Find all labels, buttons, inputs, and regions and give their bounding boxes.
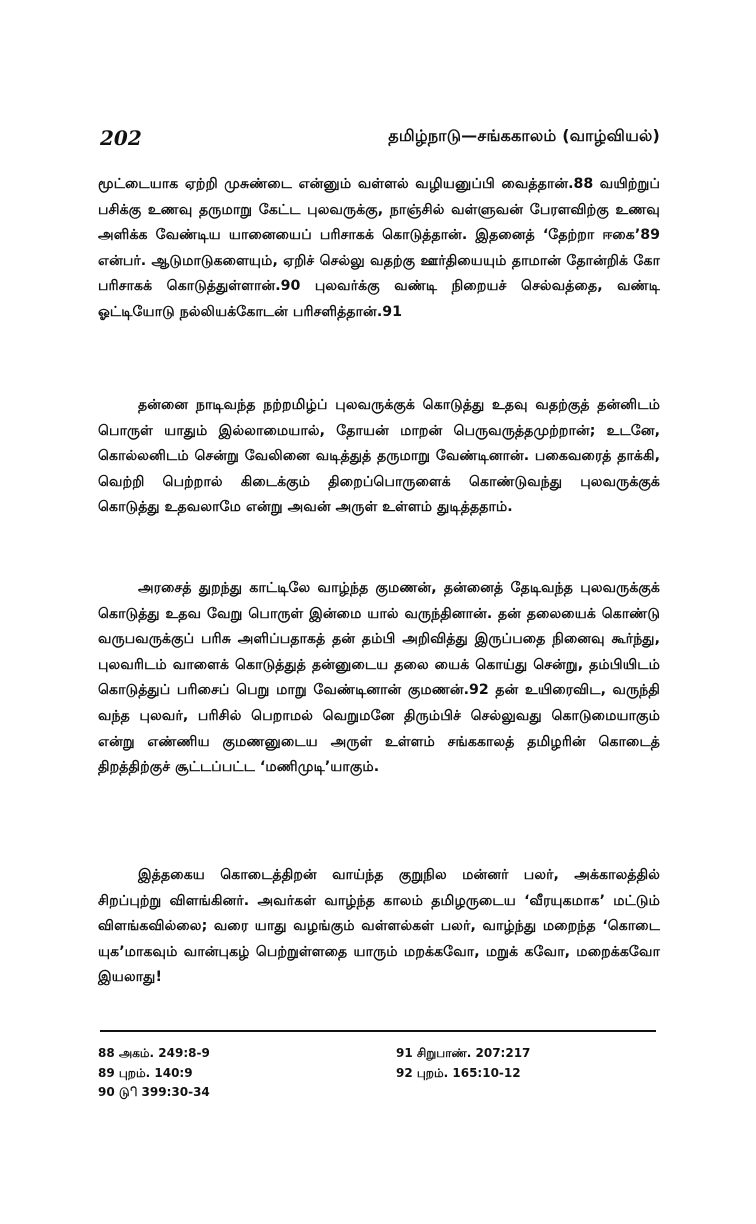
paragraph-3: அரசைத் துறந்து காட்டிலே வாழ்ந்த குமணன், தன்னைத் தேடிவந்த புலவருக்குக் கொடுத்து உதவ வேறு பொருள் இன்மை யால் வருந்தினான். தன் தலையைக் கொண்டு வருபவருக்குப் பரிசு அளிப்பதாகத் தன் தம்பி அறிவித்து இருப்பதை நினைவு கூர்ந்து, புலவரிடம் வாளைக் கொடுத்துத் தன்னுடைய தலை யைக் கொய்து சென்று, தம்பியிடம் கொடுத்துப் பரிசைப் பெறு மாறு வேண்டினான் குமணன்.92 தன் உயிரைவிட, வருந்தி வந்த புலவர், பரிசில் பெறாமல் வெறுமனே திரும்பிச் செல்லுவது கொடுமையாகும் என்று எண்ணிய குமணனுடைய அருள் உள்ளம் சங்ககாலத் தமிழரின் கொடைத் திறத்திற்குச் சூட்டப்பட்ட ‘மணிமுடி’யாகும். <box>98 580 660 776</box>
paragraph-4-container <box>98 863 660 991</box>
footnote-divider <box>100 1030 656 1032</box>
page-header <box>100 120 660 156</box>
footnotes-left-column <box>98 1044 378 1103</box>
footnote-90: 90 டுி 399:30-34 <box>98 1085 210 1100</box>
paragraph-1: மூட்டையாக ஏற்றி முசுண்டை என்னும் வள்ளல் வழியனுப்பி வைத்தான்.88 வயிற்றுப் பசிக்கு உணவு தருமாறு கேட்ட புலவருக்கு, நாஞ்சில் வள்ளுவன் பேரளவிற்கு உணவு அளிக்க வேண்டிய யானையைப் பரிசாகக் கொடுத்தான். இதனைத் ‘தேற்றா ஈகை’89 என்பர். ஆடுமாடுகளையும், ஏறிச் செல்லு வதற்கு ஊர்தியையும் தாமான் தோன்றிக் கோ பரிசாகக் கொடுத்துள்ளான்.90 புலவர்க்கு வண்டி நிறையச் செல்வத்தை, வண்டி ஓட்டியோடு நல்லியக்கோடன் பரிசளித்தான்.91 <box>98 176 660 320</box>
footnote-92: 92 புறம். 165:10-12 <box>396 1065 521 1080</box>
paragraph-2: தன்னை நாடிவந்த நற்றமிழ்ப் புலவருக்குக் கொடுத்து உதவு வதற்குத் தன்னிடம் பொருள் யாதும் இல்லாமையால், தோயன் மாறன் பெருவருத்தமுற்றான்; உடனே, கொல்லனிடம் சென்று வேலினை வடித்துத் தருமாறு வேண்டினான். பகைவரைத் தாக்கி, வெற்றி பெற்றால் கிடைக்கும் திறைப்பொருளைக் கொண்டுவந்து புலவருக்குக் கொடுத்து உதவலாமே என்று அவன் அருள் உள்ளம் துடித்ததாம். <box>98 397 660 516</box>
paragraph-4: இத்தகைய கொடைத்திறன் வாய்ந்த குறுநில மன்னர் பலர், அக்காலத்தில் சிறப்புற்று விளங்கினர். அவர்கள் வாழ்ந்த காலம் தமிழருடைய ‘வீரயுகமாக’ மட்டும் விளங்கவில்லை; வரை யாது வழங்கும் வள்ளல்கள் பலர், வாழ்ந்து மறைந்த ‘கொடை யுக’மாகவும் வான்புகழ் பெற்றுள்ளதை யாரும் மறக்கவோ, மறுக் கவோ, மறைக்கவோ இயலாது! <box>98 867 660 986</box>
page-number: 202 <box>100 126 142 150</box>
footnote-88: 88 அகம். 249:8-9 <box>98 1046 210 1060</box>
footnote-91: 91 சிறுபாண். 207:217 <box>396 1046 531 1060</box>
footnotes-right-column <box>396 1044 656 1083</box>
running-title: தமிழ்நாடு—சங்ககாலம் (வாழ்வியல்) <box>388 126 660 145</box>
footnote-89: 89 புறம். 140:9 <box>98 1065 193 1080</box>
paragraph-1-container <box>98 172 660 326</box>
paragraph-3-container <box>98 576 660 781</box>
paragraph-2-container <box>98 393 660 521</box>
